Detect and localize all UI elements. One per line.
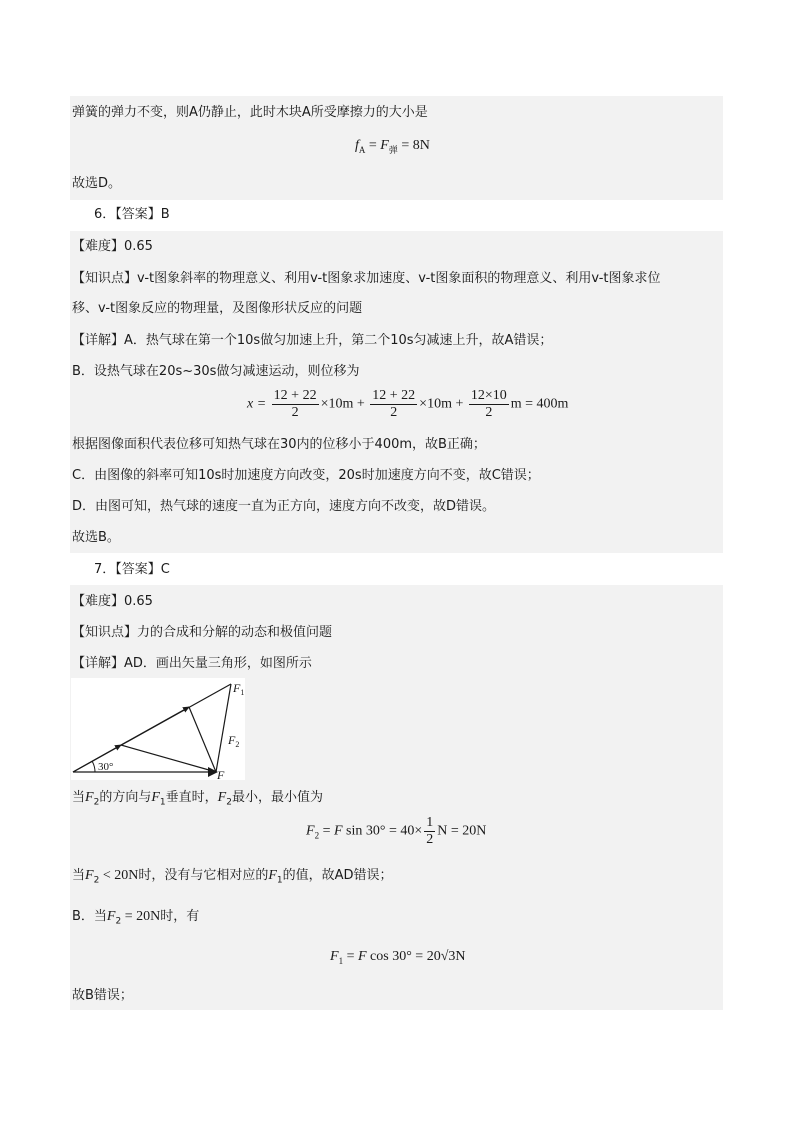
formula-rest: = 8N [397,138,430,153]
x-symbol: x = [247,396,270,412]
F-symbol: F [380,138,389,153]
f-label: F [217,768,225,780]
q6-difficulty: 【难度】0.65 [72,239,153,254]
q6-b-line: B．设热气球在20s~30s做匀减速运动，则位移为 [72,364,360,379]
angle-label: 30° [98,761,114,773]
friction-formula [355,138,430,156]
q6-answer: 6．【答案】B [94,207,170,222]
q7-knowledge: 【知识点】力的合成和分解的动态和极值问题 [72,625,333,640]
f-subscript: A [358,144,366,155]
frac-1: $\frac{12 + 22}{2}$ [273,388,317,420]
eq-sign: = [365,138,381,153]
term-3: m = 400m [510,396,569,412]
f-symbol: f [355,138,359,153]
conclusion-d: 故选D。 [72,176,122,191]
half-fraction: $\frac{1}{2}$ [426,815,434,847]
q7-cos-formula: $F_1 = F$ cos 30° = 20√3N [330,949,466,966]
q7-answer: 7．【答案】C [94,562,170,577]
f2-to-mid [121,745,216,772]
F-subscript: 弹 [388,144,398,155]
term-2: ×10m + [419,396,467,412]
q6-knowledge-1: 【知识点】v-t图象斜率的物理意义、利用v-t图象求加速度、v-t图象面积的物理意义、利用v-t图象求位 [72,271,661,286]
f2-perpendicular [189,707,216,772]
arrow-mid [73,745,121,772]
f2-to-f1 [216,684,231,772]
frac-2: $\frac{12 + 22}{2}$ [372,388,416,420]
q7-detail-ad: 【详解】AD．画出矢量三角形，如图所示 [72,656,312,671]
q6-b-conclusion: 根据图像面积代表位移可知热气球在30内的位移小于400m，故B正确； [72,437,486,452]
q6-d-line: D．由图可知，热气球的速度一直为正方向，速度方向不改变，故D错误。 [72,499,496,514]
q7-perp-line: 当$F_2$的方向与$F_1$垂直时，$F_2$最小，最小值为 [72,790,323,808]
f2-label: $F_2$ [228,733,240,749]
vector-triangle-diagram [71,678,245,780]
q6-conclusion: 故选B。 [72,530,120,545]
q7-difficulty: 【难度】0.65 [72,594,153,609]
term-1: ×10m + [320,396,369,412]
q6-knowledge-2: 移、v-t图象反应的物理量，及图像形状反应的问题 [72,301,363,316]
spring-force-text: 弹簧的弹力不变，则A仍静止，此时木块A所受摩擦力的大小是 [72,105,428,120]
q7-less-than-line: 当$F_2 < 20N$时，没有与它相对应的$F_1$的值，故AD错误； [72,868,393,886]
q7-b-line: B．当$F_2 = 20N$时，有 [72,909,200,927]
f1-label: $F_1$ [233,681,245,697]
frac-3: $\frac{12\times 10}{2}$ [470,388,507,420]
q6-detail-a: 【详解】A．热气球在第一个10s做匀加速上升，第二个10s匀减速上升，故A错误； [72,333,553,348]
vector-triangle-svg [71,678,245,780]
arrow-upper [121,707,189,745]
angle-arc [92,761,95,772]
q6-displacement-formula [247,388,568,421]
q7-conclusion: 故B错误； [72,988,133,1003]
q6-c-line: C．由图像的斜率可知10s时加速度方向改变，20s时加速度方向不变，故C错误； [72,468,540,483]
q7-min-formula: $F_2 = F$ sin 30° = 40× $\frac{1}{2}$ N = 20N [306,815,487,847]
